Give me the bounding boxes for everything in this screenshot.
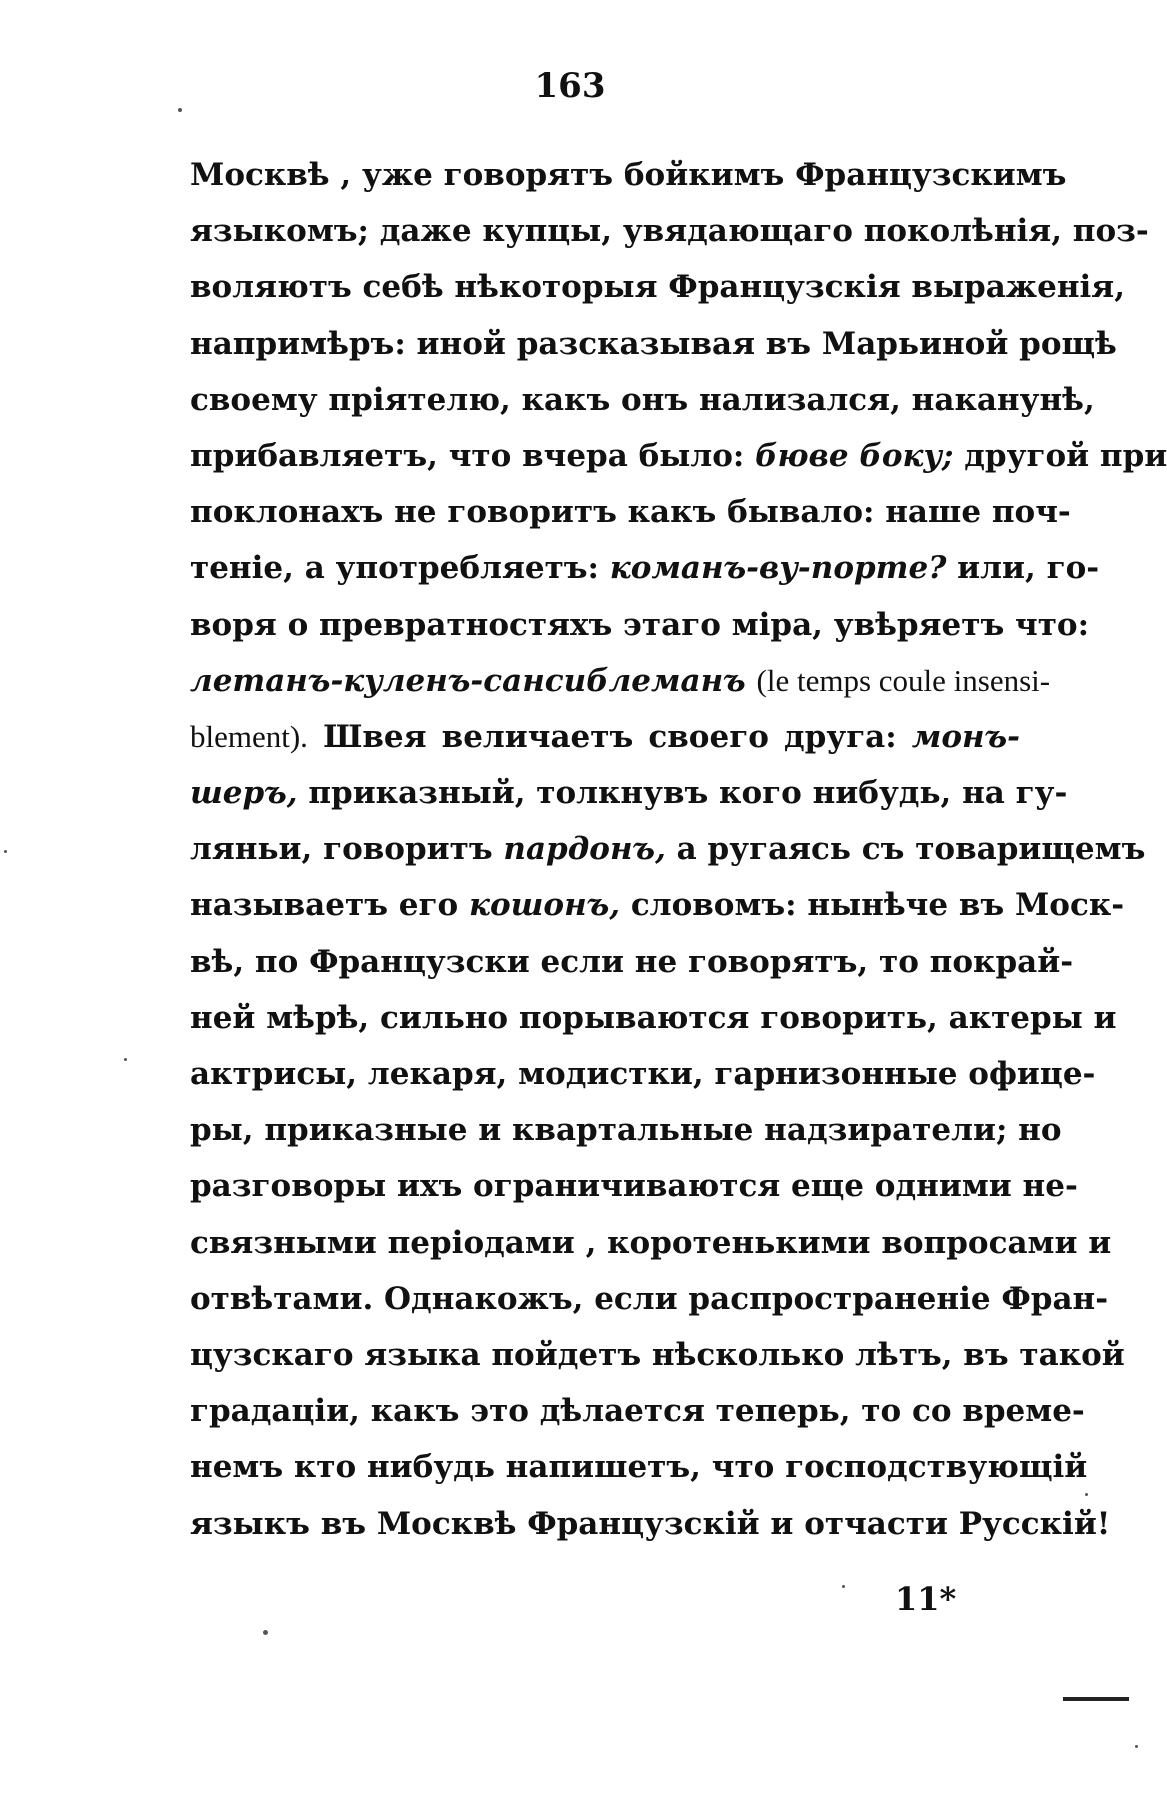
print-speck [842,1585,845,1588]
text-run [746,663,757,699]
text-run: связными періодами , коротенькими вопросами и [190,1224,1112,1261]
text-run: поклонахъ не говоритъ какъ бывало: наше поч- [190,494,1071,531]
print-speck [1135,1745,1138,1748]
text-line [190,1327,1125,1383]
text-run: немъ кто нибудь напишетъ, что господствующій [190,1449,1088,1486]
print-speck [263,1630,268,1635]
latin-phrase: blement). [190,718,308,754]
text-run: цузскаго языка пойдетъ нѣсколько лѣтъ, въ такой [190,1336,1125,1373]
text-run: а ругаясь съ товарищемъ [665,831,1146,868]
italic-phrase: кошонъ, [468,887,621,924]
page-number: 163 [534,66,606,106]
text-line [190,597,1090,653]
print-speck [1085,1493,1088,1496]
text-line [190,821,1146,877]
text-run: прибавляетъ, что вчера было: [190,437,756,474]
italic-phrase: летанъ-куленъ-сансиблеманъ [190,662,746,699]
print-speck [178,108,182,112]
text-run: языкомъ; даже купцы, увядающаго поколѣнія, поз- [190,213,1149,250]
text-run: другой при [953,437,1167,474]
text-line [190,765,1068,821]
text-line [190,316,1117,372]
text-line [190,428,1167,484]
text-line [190,709,1020,765]
text-line [190,1439,1088,1495]
edge-rule [1063,1697,1129,1701]
text-line [190,877,1125,933]
text-run: отвѣтами. Однакожъ, если распространеніе Фран- [190,1280,1109,1317]
text-line [190,147,1067,203]
italic-phrase: бюве боку; [755,437,954,474]
text-line [190,1102,1062,1158]
text-run: воляютъ себѣ нѣкоторыя Французскія выраженія, [190,269,1125,306]
text-run: приказный, толкнувъ кого нибудь, на гу- [297,775,1068,812]
text-line [190,540,1100,596]
text-line [190,484,1071,540]
text-run: вѣ, по Французски если не говорятъ, то покрай- [190,943,1074,980]
text-run: градаціи, какъ это дѣлается теперь, то со време- [190,1393,1085,1430]
print-speck [4,850,7,853]
body-text [190,147,1167,1552]
print-speck [124,1058,127,1061]
text-run: своему пріятелю, какъ онъ нализался, наканунѣ, [190,381,1095,418]
text-line [190,1383,1085,1439]
text-run: разговоры ихъ ограничиваются еще одними не- [190,1168,1078,1205]
text-line [190,372,1095,428]
text-line [190,1215,1112,1271]
text-run: ры, приказные и квартальные надзиратели; но [190,1112,1062,1149]
text-run: языкъ въ Москвѣ Французскій и отчасти Русскій! [190,1505,1111,1542]
text-run: называетъ его [190,887,469,924]
italic-phrase: шеръ, [190,775,298,812]
text-run: словомъ: нынѣче въ Моск- [620,887,1125,924]
text-run: воря о превратностяхъ этаго міра, увѣряетъ что: [190,606,1090,643]
italic-phrase: пардонъ, [503,831,666,868]
latin-phrase: (le temps coule insensi- [756,662,1051,698]
text-run: Москвѣ , уже говорятъ бойкимъ Французскимъ [190,157,1067,193]
text-run: или, го- [946,550,1100,587]
text-line [190,1046,1096,1102]
text-line [190,653,1051,709]
text-run: актрисы, лекаря, модистки, гарнизонные офице- [190,1056,1096,1092]
text-run: теніе, а употребляетъ: [190,550,610,587]
text-run: ляньи, говоритъ [190,831,504,868]
text-line [190,259,1125,315]
text-line [190,1496,1111,1552]
italic-phrase: монъ- [911,718,1020,755]
text-line [190,990,1117,1046]
signature-mark: 11* [895,1580,957,1618]
text-line [190,1158,1078,1214]
text-run: ней мѣрѣ, сильно порываются говорить, актеры и [190,999,1117,1036]
text-line [190,203,1149,259]
text-run: Швея величаетъ своего друга: [307,718,912,755]
text-line [190,934,1074,990]
text-run: напримѣръ: иной разсказывая въ Марьиной рощѣ [190,325,1117,362]
italic-phrase: команъ-ву-порте? [609,550,947,587]
text-line [190,1271,1109,1327]
